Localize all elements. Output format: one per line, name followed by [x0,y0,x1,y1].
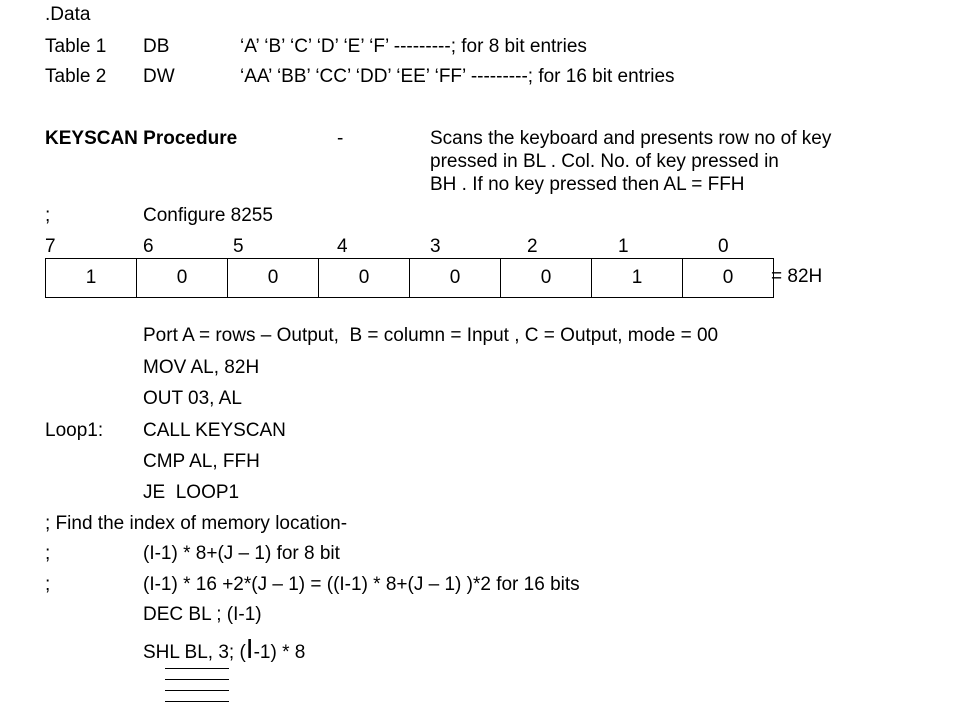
decorative-rule [165,668,229,669]
bit-value-3: 0 [410,259,501,298]
control-word-table [45,258,774,298]
shl-prefix: SHL BL, 3; ( [143,642,246,663]
data-section-label: .Data [45,4,91,25]
table1-type: DB [143,36,170,57]
code-line-dec: DEC BL ; (I-1) [143,604,262,625]
shl-suffix: -1) * 8 [253,642,306,663]
decorative-rule [165,679,229,680]
bit-header-2: 2 [527,236,538,257]
bit-value-2: 0 [501,259,592,298]
bit-value-5: 0 [228,259,319,298]
code-line-je: JE LOOP1 [143,482,240,503]
table2-values: ‘AA’ ‘BB’ ‘CC’ ‘DD’ ‘EE’ ‘FF’ ---------; for 16 bit entries [240,66,675,87]
keyscan-title: KEYSCAN Procedure [45,128,238,149]
bit-header-4: 4 [337,236,348,257]
bit-value-6: 0 [137,259,228,298]
bit-value-1: 1 [592,259,683,298]
code-line-port-config: Port A = rows – Output, B = column = Input , C = Output, mode = 00 [143,325,719,346]
formula-1-prefix: ; [45,543,51,564]
bit-value-4: 0 [319,259,410,298]
decorative-rule [165,701,229,702]
formula-2-prefix: ; [45,574,51,595]
formula-16bit: (I-1) * 16 +2*(J – 1) = ((I-1) * 8+(J – 1) )*2 for 16 bits [143,574,580,595]
decorative-rule [165,690,229,691]
table2-name: Table 2 [45,66,107,87]
comment-find-index: ; Find the index of memory location- [45,513,348,534]
code-line-mov: MOV AL, 82H [143,357,260,378]
table1-name: Table 1 [45,36,107,57]
bit-header-5: 5 [233,236,244,257]
keyscan-desc-line-1: Scans the keyboard and presents row no of key [430,128,832,149]
control-word-row [46,259,774,298]
code-line-call: CALL KEYSCAN [143,420,286,441]
table2-type: DW [143,66,175,87]
bit-value-7: 1 [46,259,137,298]
bit-value-0: 0 [683,259,774,298]
code-line-out: OUT 03, AL [143,388,242,409]
shl-big-char: I [245,633,254,664]
bit-header-7: 7 [45,236,56,257]
bit-header-3: 3 [430,236,441,257]
bit-header-6: 6 [143,236,154,257]
code-line-cmp: CMP AL, FFH [143,451,260,472]
bit-header-1: 1 [618,236,629,257]
formula-8bit: (I-1) * 8+(J – 1) for 8 bit [143,543,340,564]
keyscan-desc-line-3: BH . If no key pressed then AL = FFH [430,174,745,195]
configure-prefix: ; [45,205,51,226]
code-label-loop1: Loop1: [45,420,104,441]
code-line-shl [143,634,305,668]
control-word-result: = 82H [771,266,823,287]
table1-values: ‘A’ ‘B’ ‘C’ ‘D’ ‘E’ ‘F’ ---------; for 8 bit entries [240,36,587,57]
keyscan-dash: - [337,128,344,149]
configure-text: Configure 8255 [143,205,273,226]
keyscan-desc-line-2: pressed in BL . Col. No. of key pressed in [430,151,779,172]
bit-header-0: 0 [718,236,729,257]
